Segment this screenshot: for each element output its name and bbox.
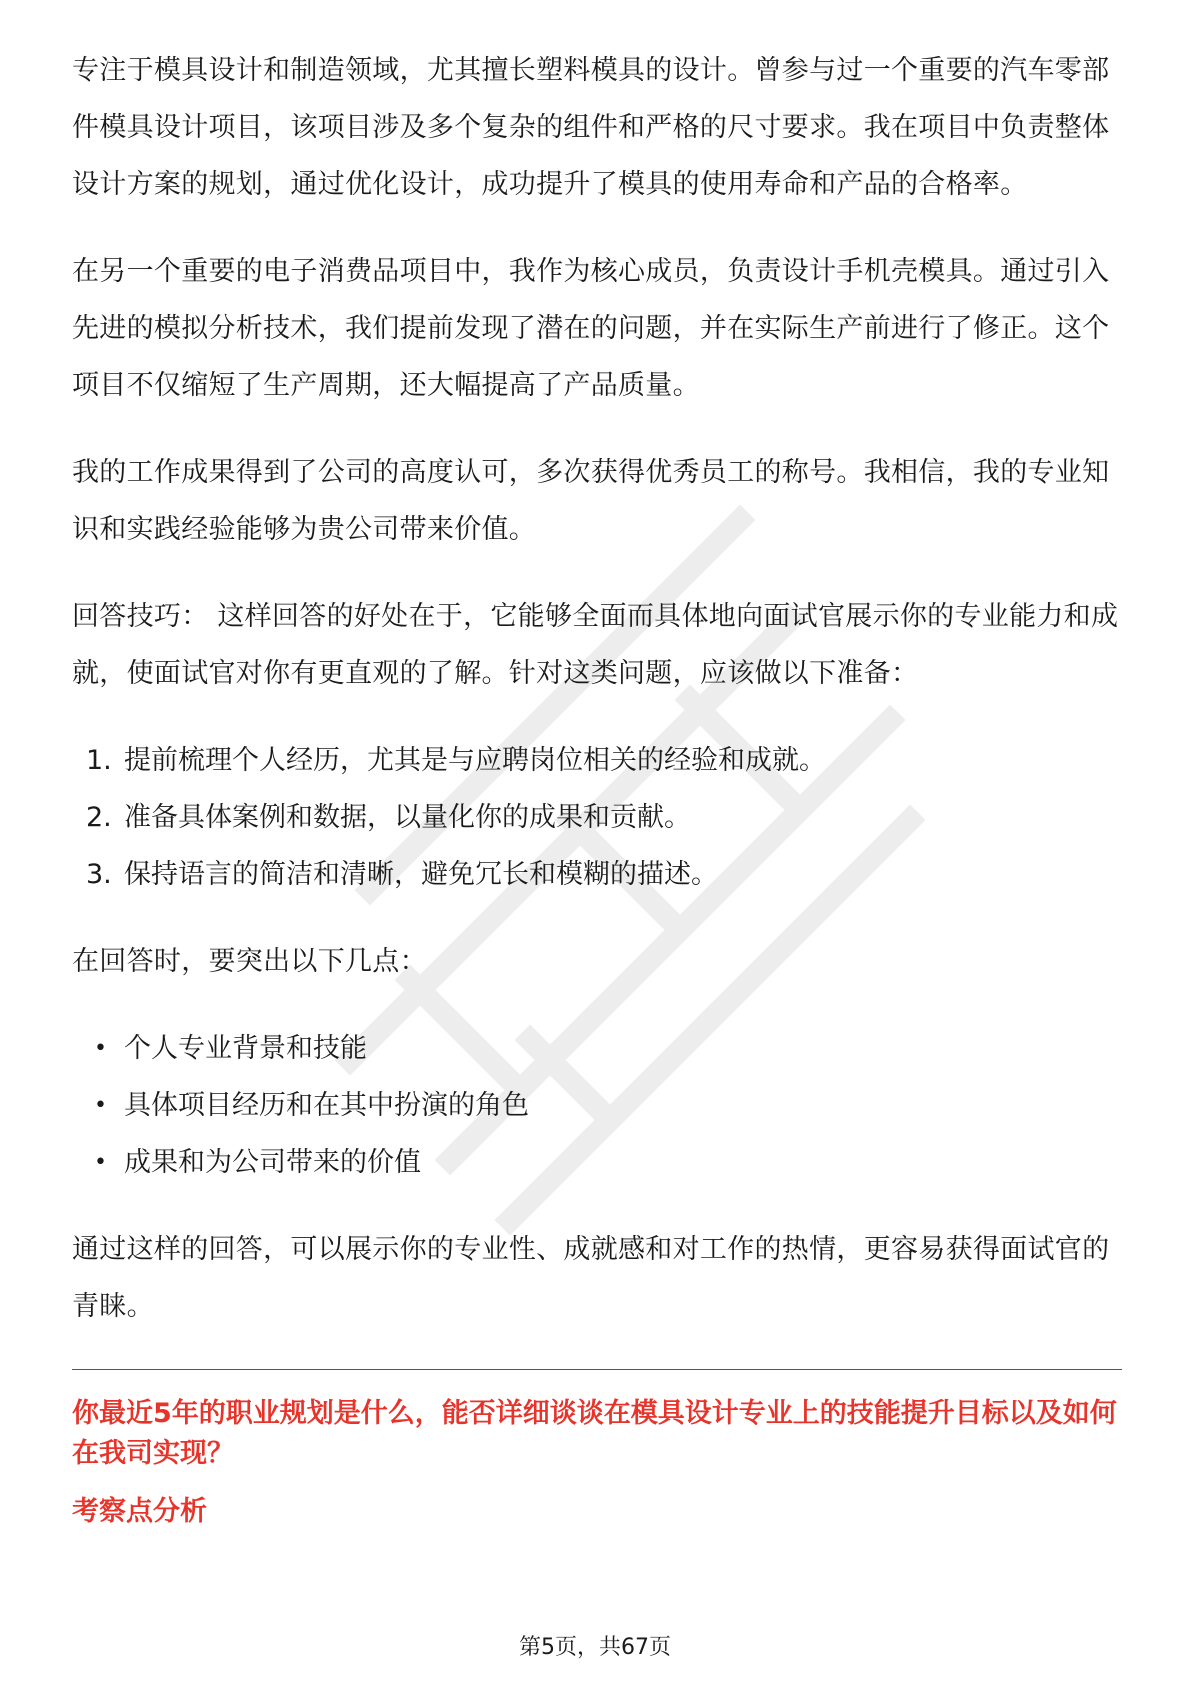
list-item — [72, 1134, 1122, 1191]
section-divider — [72, 1369, 1122, 1370]
list-item-text: 具体项目经历和在其中扮演的角色 — [124, 1090, 529, 1121]
list-number: 2. — [86, 802, 112, 833]
list-number: 3. — [86, 859, 112, 890]
list-item-text: 保持语言的简洁和清晰，避免冗长和模糊的描述。 — [124, 859, 718, 890]
next-question-heading: 你最近5年的职业规划是什么，能否详细谈谈在模具设计专业上的技能提升目标以及如何在我司实现？ — [72, 1398, 1117, 1469]
list-item-text: 成果和为公司带来的价值 — [124, 1147, 421, 1178]
list-item-text: 个人专业背景和技能 — [124, 1033, 367, 1064]
paragraph-conclusion: 通过这样的回答，可以展示你的专业性、成就感和对工作的热情，更容易获得面试官的青睐。 — [72, 1234, 1110, 1322]
paragraph-electronics-project: 在另一个重要的电子消费品项目中，我作为核心成员，负责设计手机壳模具。通过引入先进的模拟分析技术，我们提前发现了潜在的问题，并在实际生产前进行了修正。这个项目不仅缩短了生产周期，还大幅提高了产品质量。 — [72, 256, 1110, 401]
bullet-icon: • — [94, 1036, 107, 1061]
paragraph-emphasis-intro: 在回答时，要突出以下几点： — [72, 946, 427, 977]
paragraph-achievements: 我的工作成果得到了公司的高度认可，多次获得优秀员工的称号。我相信，我的专业知识和实践经验能够为贵公司带来价值。 — [72, 457, 1110, 545]
list-item-text: 准备具体案例和数据，以量化你的成果和贡献。 — [124, 802, 691, 833]
analysis-heading: 考察点分析 — [72, 1496, 207, 1527]
emphasis-bullet-list — [72, 1020, 1122, 1191]
list-item-text: 提前梳理个人经历，尤其是与应聘岗位相关的经验和成就。 — [124, 745, 826, 776]
list-item — [72, 1077, 1122, 1134]
page-number-footer: 第5页，共67页 — [519, 1635, 671, 1660]
list-item — [72, 732, 1122, 789]
preparation-numbered-list — [72, 732, 1122, 903]
paragraph-answer-tips: 回答技巧： 这样回答的好处在于，它能够全面而具体地向面试官展示你的专业能力和成就，使面试官对你有更直观的了解。针对这类问题，应该做以下准备： — [72, 601, 1119, 689]
bullet-icon: • — [94, 1150, 107, 1175]
list-item — [72, 1020, 1122, 1077]
bullet-icon: • — [94, 1093, 107, 1118]
list-item — [72, 789, 1122, 846]
paragraph-automotive-project: 专注于模具设计和制造领域，尤其擅长塑料模具的设计。曾参与过一个重要的汽车零部件模具设计项目，该项目涉及多个复杂的组件和严格的尺寸要求。我在项目中负责整体设计方案的规划，通过优化设计，成功提升了模具的使用寿命和产品的合格率。 — [72, 55, 1110, 200]
list-number: 1. — [86, 745, 112, 776]
document-body — [72, 42, 1122, 1532]
list-item — [72, 846, 1122, 903]
